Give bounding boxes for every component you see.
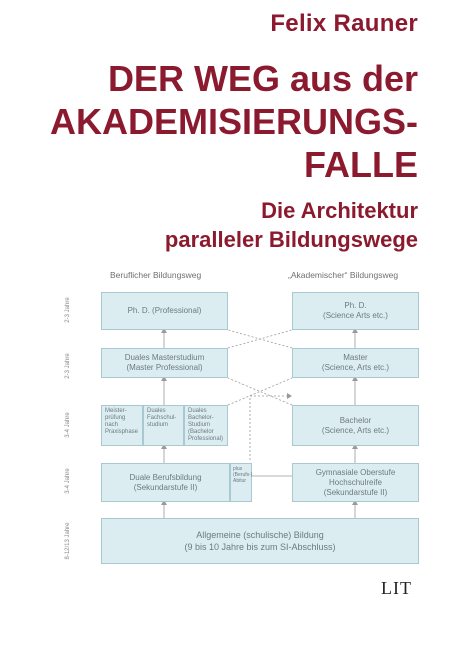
- master-science-label: Master: [343, 353, 368, 362]
- subtitle-line-1: Die Architektur: [261, 198, 418, 223]
- master-professional-label: Duales Masterstudium: [124, 353, 205, 362]
- gymnasiale-oberstufe-label: Gymnasiale Oberstufe: [315, 467, 396, 477]
- master-science-box: [292, 348, 419, 378]
- duales-fachschulstudium-box: Duales Fachschul- studium: [143, 405, 184, 446]
- master-professional-box: [101, 348, 228, 378]
- year-label-4: 3-4 Jahre: [65, 468, 71, 494]
- left-column-heading: Beruflicher Bildungsweg: [110, 270, 202, 280]
- bachelor-science-box: [292, 405, 419, 446]
- duale-berufsbildung-box: [101, 463, 230, 502]
- sekundarstufe-label: (Sekundarstufe II): [323, 487, 388, 497]
- year-label-1: 2-3 Jahre: [65, 297, 71, 323]
- year-label-3: 3-4 Jahre: [65, 412, 71, 438]
- meister-box: Meister- prüfung nach Praxisphase: [101, 405, 143, 446]
- duale-berufsbildung-sublabel: (Sekundarstufe II): [133, 482, 198, 492]
- plus-berufsabitur-box: plus (Berufs-) Abitur: [230, 463, 252, 502]
- allgemeine-bildung-box: [101, 518, 419, 564]
- phd-professional-label: Ph. D. (Professional): [127, 306, 202, 315]
- title-line-1: DER WEG aus der: [107, 58, 418, 99]
- gymnasiale-oberstufe-box: [292, 463, 419, 502]
- hochschulreife-label: Hochschulreife: [329, 477, 382, 487]
- master-professional-sublabel: (Master Professional): [126, 363, 203, 372]
- bachelor-science-sublabel: (Science, Arts etc.): [321, 425, 390, 435]
- phd-science-sublabel: (Science Arts etc.): [323, 311, 388, 320]
- author-name: Felix Rauner: [270, 10, 418, 37]
- master-science-sublabel: (Science, Arts etc.): [321, 363, 390, 372]
- year-label-5: 8-12/13 Jahre: [65, 522, 71, 560]
- phd-science-box: [292, 292, 419, 330]
- allgemeine-bildung-label: Allgemeine (schulische) Bildung: [196, 530, 324, 540]
- allgemeine-bildung-sublabel: (9 bis 10 Jahre bis zum SI-Abschluss): [184, 542, 336, 552]
- phd-science-label: Ph. D.: [344, 301, 367, 310]
- phd-professional-box: [101, 292, 228, 330]
- subtitle-line-2: paralleler Bildungswege: [164, 227, 418, 252]
- bachelor-science-label: Bachelor: [339, 415, 372, 425]
- right-column-heading: „Akademischer“ Bildungsweg: [288, 270, 399, 280]
- duale-berufsbildung-label: Duale Berufsbildung: [129, 472, 202, 482]
- title-line-2: AKADEMISIERUNGS-: [49, 101, 418, 142]
- publisher-logo: LIT: [381, 578, 412, 598]
- duales-bachelor-box: Duales Bachelor- Studium (Bachelor Professional): [184, 405, 228, 446]
- title-line-3: FALLE: [304, 144, 418, 185]
- year-label-2: 2-3 Jahre: [65, 353, 71, 379]
